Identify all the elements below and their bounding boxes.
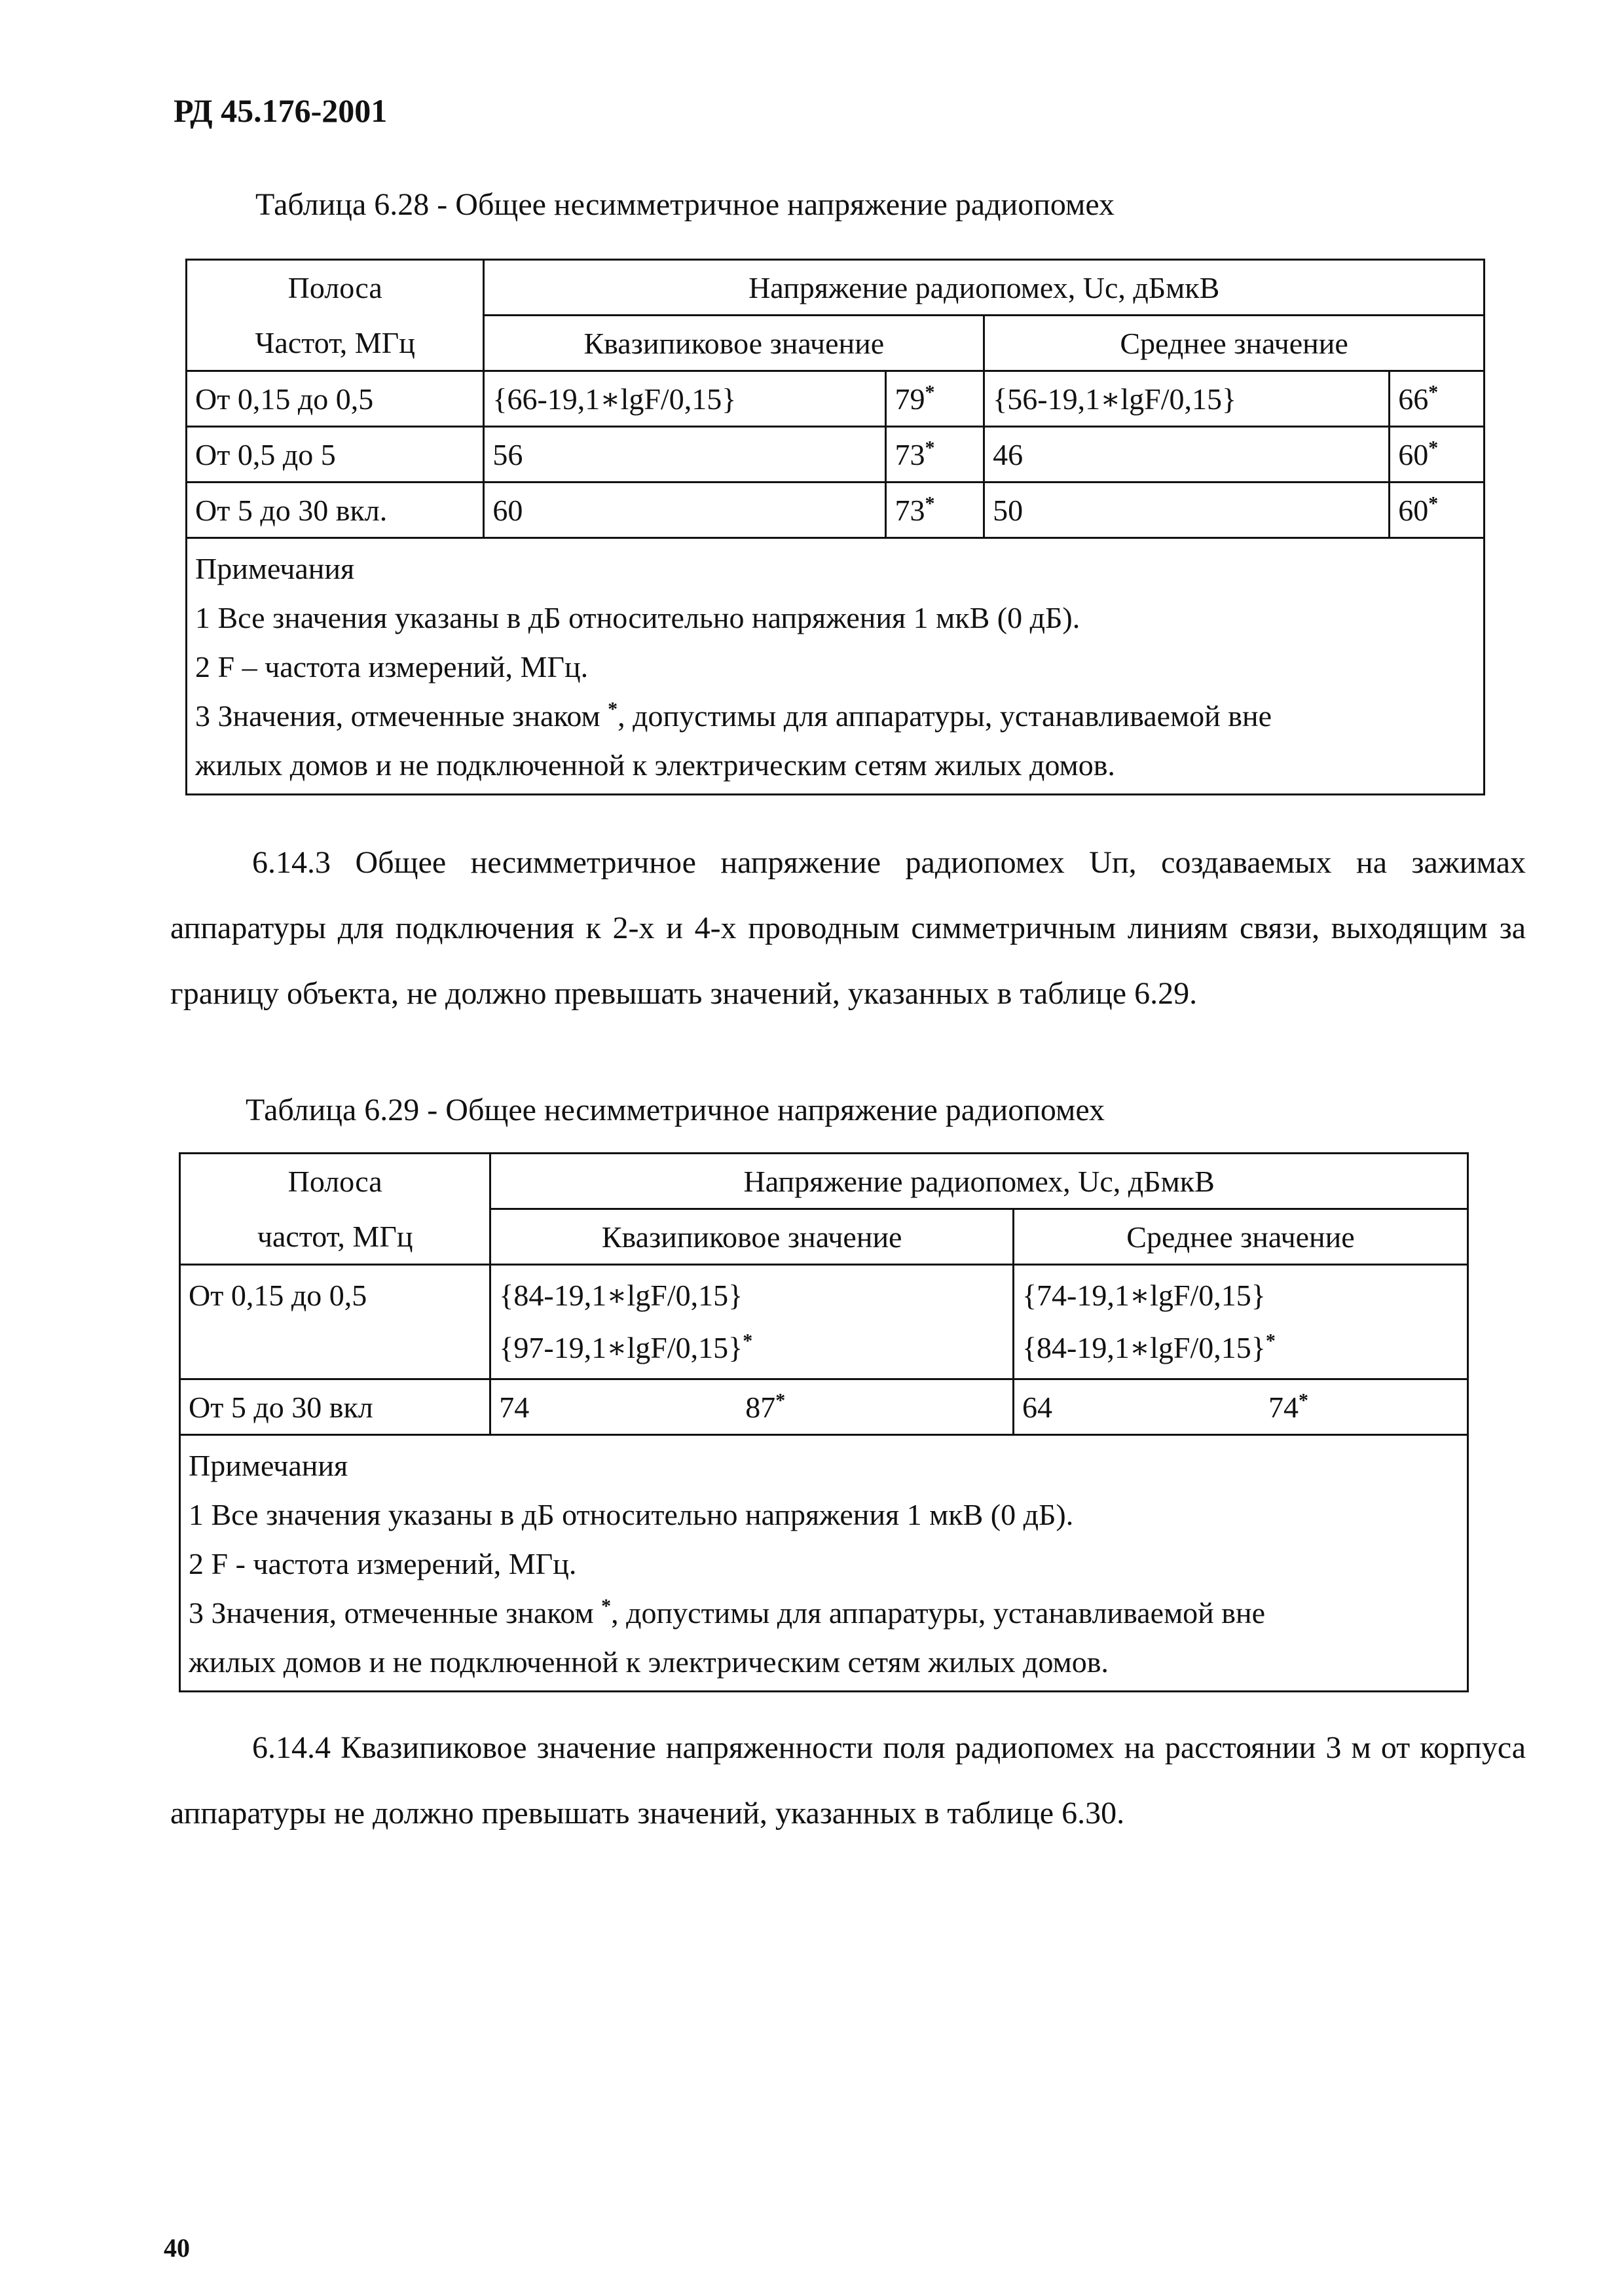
note-1: 1 Все значения указаны в дБ относительно напряжения 1 мкВ (0 дБ). — [195, 601, 1080, 634]
note-3: 3 Значения, отмеченные знаком *, допустимы для аппаратуры, устанавливаемой вне — [189, 1595, 1266, 1630]
quasi-peak-header: Квазипиковое значение — [484, 316, 984, 371]
notes-title: Примечания — [189, 1449, 348, 1482]
emission-voltage-table — [179, 1152, 1469, 1692]
average-cell: {74-19,1∗lgF/0,15} {84-19,1∗lgF/0,15}* — [1013, 1265, 1467, 1379]
paragraph-6-14-4 — [170, 1715, 1526, 1846]
band-cell: От 0,15 до 0,5 — [187, 371, 484, 427]
band-cell: От 0,15 до 0,5 — [180, 1265, 490, 1379]
table-notes — [187, 538, 1485, 795]
paragraph-number: 6.14.3 — [252, 845, 331, 880]
average-cell: {56-19,1∗lgF/0,15} — [984, 371, 1390, 427]
note-2: 2 F - частота измерений, МГц. — [189, 1547, 577, 1580]
paragraph-text: Общее несимметричное напряжение радиопомех Uп, создаваемых на зажимах аппаратуры для подключения к 2-х и 4-х проводным симметричным линиям связи, выходящим за границу объекта, не должно превышать значений, указанных в таблице 6.29. — [170, 845, 1526, 1011]
quasi-peak-limit-cell: 73* — [886, 427, 984, 483]
average-limit-cell: 66* — [1390, 371, 1485, 427]
note-3-continued: жилых домов и не подключенной к электрическим сетям жилых домов. — [189, 1645, 1109, 1679]
quasi-peak-limit-cell: 79* — [886, 371, 984, 427]
notes-title: Примечания — [195, 552, 355, 585]
note-2: 2 F – частота измерений, МГц. — [195, 650, 589, 683]
note-3: 3 Значения, отмеченные знаком *, допустимы для аппаратуры, устанавливаемой вне — [195, 698, 1272, 733]
quasi-peak-limit-cell: 73* — [886, 483, 984, 538]
band-header-units: Частот, МГц — [187, 316, 484, 371]
table-caption: Таблица 6.29 - Общее несимметричное напряжение радиопомех — [246, 1093, 1105, 1127]
table-row — [187, 427, 1485, 483]
note-1: 1 Все значения указаны в дБ относительно напряжения 1 мкВ (0 дБ). — [189, 1498, 1074, 1531]
band-cell: От 5 до 30 вкл — [180, 1379, 490, 1435]
table-row — [187, 371, 1485, 427]
paragraph-6-14-3 — [170, 830, 1526, 1027]
document-code: РД 45.176-2001 — [174, 92, 388, 129]
quasi-peak-cell: {84-19,1∗lgF/0,15} {97-19,1∗lgF/0,15}* — [490, 1265, 1014, 1379]
quasi-peak-cell: 74 87* — [490, 1379, 1014, 1435]
average-limit-cell: 60* — [1390, 427, 1485, 483]
table-row — [180, 1265, 1468, 1379]
page-number: 40 — [164, 2233, 190, 2263]
quasi-peak-cell: 56 — [484, 427, 886, 483]
table-notes — [180, 1435, 1468, 1692]
quasi-peak-header: Квазипиковое значение — [490, 1209, 1014, 1265]
voltage-header: Напряжение радиопомех, Uc, дБмкВ — [484, 260, 1485, 316]
table-row — [180, 1379, 1468, 1435]
band-header-units: частот, МГц — [180, 1209, 490, 1265]
band-header: Полоса — [180, 1154, 490, 1209]
band-cell: От 0,5 до 5 — [187, 427, 484, 483]
paragraph-text: Квазипиковое значение напряженности поля радиопомех на расстоянии 3 м от корпуса аппаратуры не должно превышать значений, указанных в таблице 6.30. — [170, 1730, 1526, 1831]
paragraph-number: 6.14.4 — [252, 1730, 331, 1765]
table-row — [187, 483, 1485, 538]
quasi-peak-cell: 60 — [484, 483, 886, 538]
table-caption: Таблица 6.28 - Общее несимметричное напряжение радиопомех — [255, 187, 1115, 222]
average-header: Среднее значение — [984, 316, 1485, 371]
voltage-header: Напряжение радиопомех, Uc, дБмкВ — [490, 1154, 1468, 1209]
average-header: Среднее значение — [1013, 1209, 1467, 1265]
band-header: Полоса — [187, 260, 484, 316]
quasi-peak-cell: {66-19,1∗lgF/0,15} — [484, 371, 886, 427]
average-cell: 64 74* — [1013, 1379, 1467, 1435]
average-cell: 50 — [984, 483, 1390, 538]
emission-voltage-table — [185, 259, 1485, 795]
average-cell: 46 — [984, 427, 1390, 483]
note-3-continued: жилых домов и не подключенной к электрическим сетям жилых домов. — [195, 748, 1115, 782]
band-cell: От 5 до 30 вкл. — [187, 483, 484, 538]
average-limit-cell: 60* — [1390, 483, 1485, 538]
